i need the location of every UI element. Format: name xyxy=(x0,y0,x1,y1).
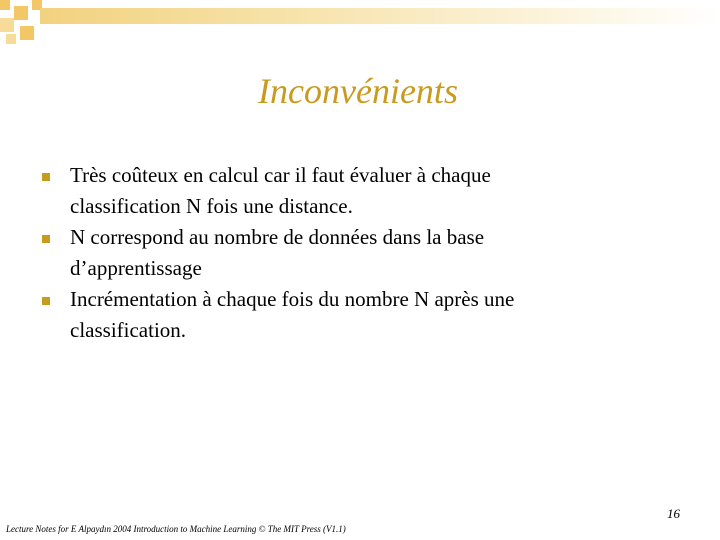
corner-square xyxy=(6,34,16,44)
corner-square xyxy=(0,0,10,10)
top-decorative-band xyxy=(40,8,720,24)
corner-square xyxy=(0,18,14,32)
bullet-item xyxy=(42,222,602,284)
footer-credit: Lecture Notes for E Alpaydın 2004 Introduction to Machine Learning © The MIT Press (V1.1) xyxy=(6,524,346,534)
page-number: 16 xyxy=(667,506,680,521)
corner-square xyxy=(14,6,28,20)
slide-title: Inconvénients xyxy=(258,71,458,111)
bullet-text: N correspond au nombre de données dans la base d’apprentissage xyxy=(70,225,485,280)
square-bullet-icon xyxy=(42,235,50,243)
corner-square xyxy=(20,26,34,40)
bullet-text: Incrémentation à chaque fois du nombre N après une classification. xyxy=(70,287,515,342)
square-bullet-icon xyxy=(42,297,50,305)
bullet-list xyxy=(42,160,602,346)
bullet-item xyxy=(42,284,602,346)
bullet-text: Très coûteux en calcul car il faut évaluer à chaque classification N fois une distance. xyxy=(70,163,491,218)
square-bullet-icon xyxy=(42,173,50,181)
bullet-item xyxy=(42,160,602,222)
